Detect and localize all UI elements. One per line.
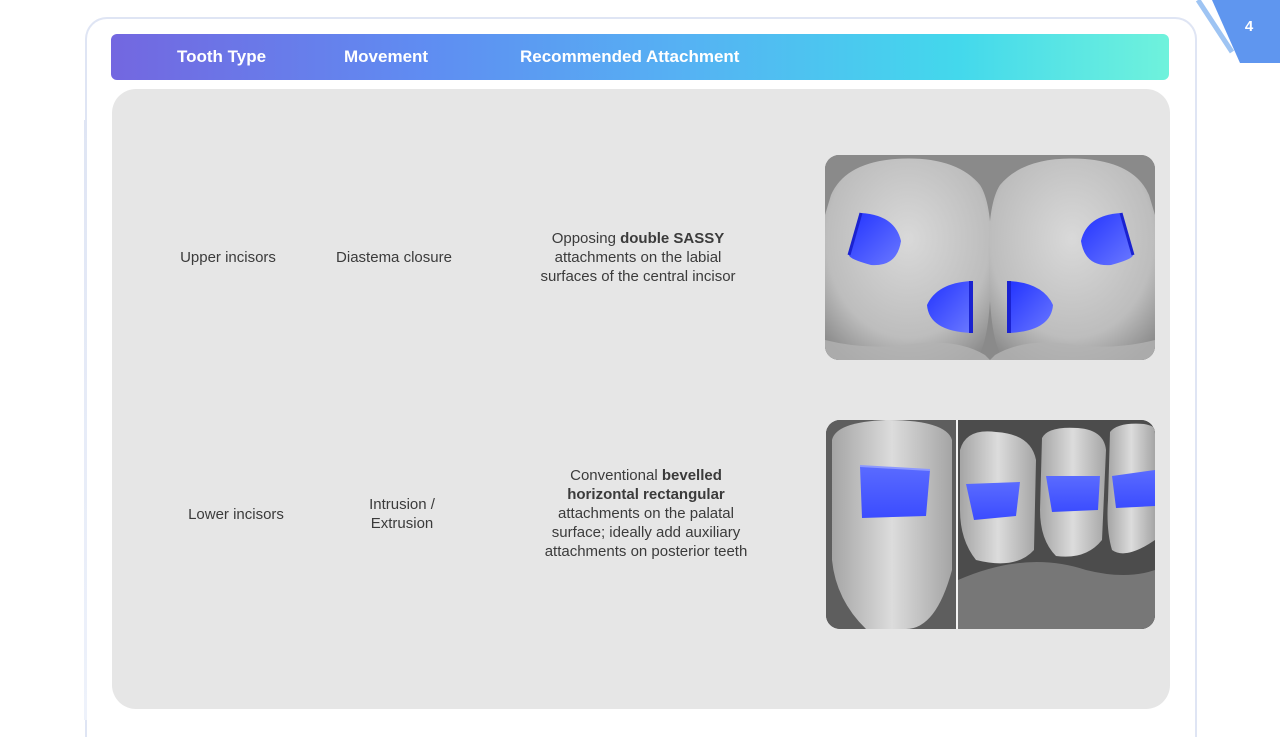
row1-tooth-type: Upper incisors bbox=[180, 249, 276, 266]
tooth-icon bbox=[826, 420, 1155, 629]
header-tooth-type: Tooth Type bbox=[177, 47, 267, 66]
row2-attachment: Conventional bevelled horizontal rectangular attachments on the palatal surface; ideally add auxiliary attachments on posterior teeth bbox=[544, 467, 748, 560]
header-movement: Movement bbox=[344, 47, 429, 66]
lower-incisors-image bbox=[826, 420, 1155, 629]
row2-tooth-type: Lower incisors bbox=[188, 506, 284, 523]
table-header-bar bbox=[111, 34, 1169, 80]
row1-attachment: Opposing double SASSY attachments on the labial surfaces of the central incisor bbox=[540, 230, 736, 285]
corner-tab-decoration bbox=[1190, 0, 1280, 70]
header-recommended-attachment: Recommended Attachment bbox=[520, 47, 740, 66]
frame-edge-decoration bbox=[84, 120, 87, 720]
row2-movement: Intrusion / Extrusion bbox=[369, 496, 435, 532]
row1-movement: Diastema closure bbox=[336, 249, 452, 266]
page-number: 4 bbox=[1244, 18, 1254, 35]
upper-incisors-image bbox=[825, 155, 1155, 360]
tooth-icon bbox=[825, 155, 1155, 360]
